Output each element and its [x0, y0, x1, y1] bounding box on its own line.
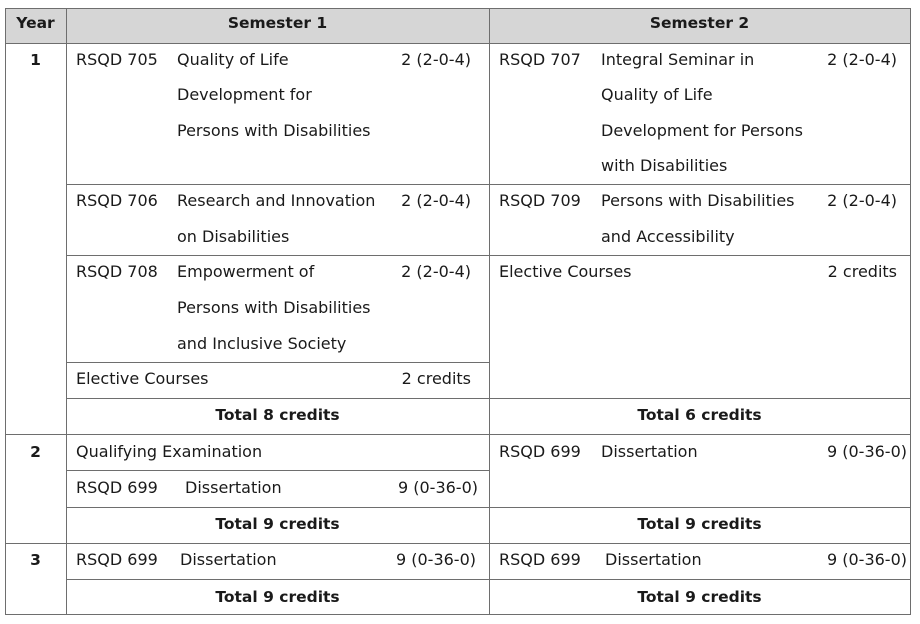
year-divider — [5, 543, 911, 544]
course-credits: 2 (2-0-4) — [401, 191, 471, 210]
row-divider — [66, 470, 489, 471]
row-divider — [66, 398, 911, 399]
year-3-semester-2-total: Total 9 credits — [637, 588, 762, 606]
course-title-line: Persons with Disabilities — [601, 191, 795, 210]
qualifying-examination: Qualifying Examination — [76, 442, 263, 461]
row-divider — [66, 255, 911, 256]
elective-label: Elective Courses — [499, 262, 632, 281]
year-1-semester-2-total: Total 6 credits — [637, 406, 762, 424]
course-title-line: Quality of Life — [601, 85, 713, 104]
course-credits: 2 (2-0-4) — [401, 50, 471, 69]
course-title-line: with Disabilities — [601, 156, 728, 175]
year-2-label: 2 — [30, 443, 41, 461]
year-2-semester-1-total: Total 9 credits — [215, 515, 340, 533]
row-divider — [66, 579, 911, 580]
elective-label: Elective Courses — [76, 369, 209, 388]
course-code: RSQD 699 — [76, 478, 158, 497]
course-code: RSQD 705 — [76, 50, 158, 69]
course-credits: 9 (0-36-0) — [826, 550, 907, 569]
course-title-line: Persons with Disabilities — [177, 121, 371, 140]
course-title-line: on Disabilities — [177, 227, 290, 246]
course-title-line: Development for — [177, 85, 312, 104]
course-title-line: and Accessibility — [601, 227, 735, 246]
course-title-line: Research and Innovation — [177, 191, 376, 210]
elective-credits: 2 credits — [401, 369, 471, 388]
course-credits: 2 (2-0-4) — [401, 262, 471, 281]
header-semester-2: Semester 2 — [649, 14, 750, 32]
course-title-line: and Inclusive Society — [177, 334, 347, 353]
year-1-semester-1-total: Total 8 credits — [215, 406, 340, 424]
course-code: RSQD 709 — [499, 191, 581, 210]
course-code: RSQD 708 — [76, 262, 158, 281]
header-year: Year — [16, 14, 55, 32]
year-3-label: 3 — [30, 551, 41, 569]
course-code: RSQD 699 — [76, 550, 158, 569]
course-title-line: Dissertation — [180, 550, 277, 569]
year-divider — [5, 434, 911, 435]
course-credits: 9 (0-36-0) — [826, 442, 907, 461]
elective-credits: 2 credits — [827, 262, 897, 281]
table-border-left — [5, 8, 6, 615]
year-1-label: 1 — [30, 51, 41, 69]
course-title-line: Dissertation — [185, 478, 282, 497]
course-credits: 2 (2-0-4) — [827, 191, 897, 210]
header-semester-1: Semester 1 — [227, 14, 328, 32]
row-divider — [66, 362, 489, 363]
course-title-line: Quality of Life — [177, 50, 289, 69]
course-code: RSQD 699 — [499, 442, 581, 461]
course-credits: 2 (2-0-4) — [827, 50, 897, 69]
table-border-bottom — [5, 614, 911, 615]
course-title-line: Integral Seminar in — [601, 50, 755, 69]
course-code: RSQD 699 — [499, 550, 581, 569]
header-bottom-line — [5, 43, 911, 44]
year-2-semester-2-total: Total 9 credits — [637, 515, 762, 533]
course-title-line: Development for Persons — [601, 121, 803, 140]
course-code: RSQD 706 — [76, 191, 158, 210]
course-credits: 9 (0-36-0) — [395, 550, 476, 569]
year-3-semester-1-total: Total 9 credits — [215, 588, 340, 606]
course-title-line: Dissertation — [601, 442, 698, 461]
course-title-line: Empowerment of — [177, 262, 315, 281]
course-code: RSQD 707 — [499, 50, 581, 69]
course-title-line: Persons with Disabilities — [177, 298, 371, 317]
table-border-right — [910, 8, 911, 615]
course-title-line: Dissertation — [605, 550, 702, 569]
table-border-top — [5, 8, 911, 9]
course-credits: 9 (0-36-0) — [397, 478, 478, 497]
row-divider — [66, 507, 911, 508]
row-divider — [66, 184, 911, 185]
